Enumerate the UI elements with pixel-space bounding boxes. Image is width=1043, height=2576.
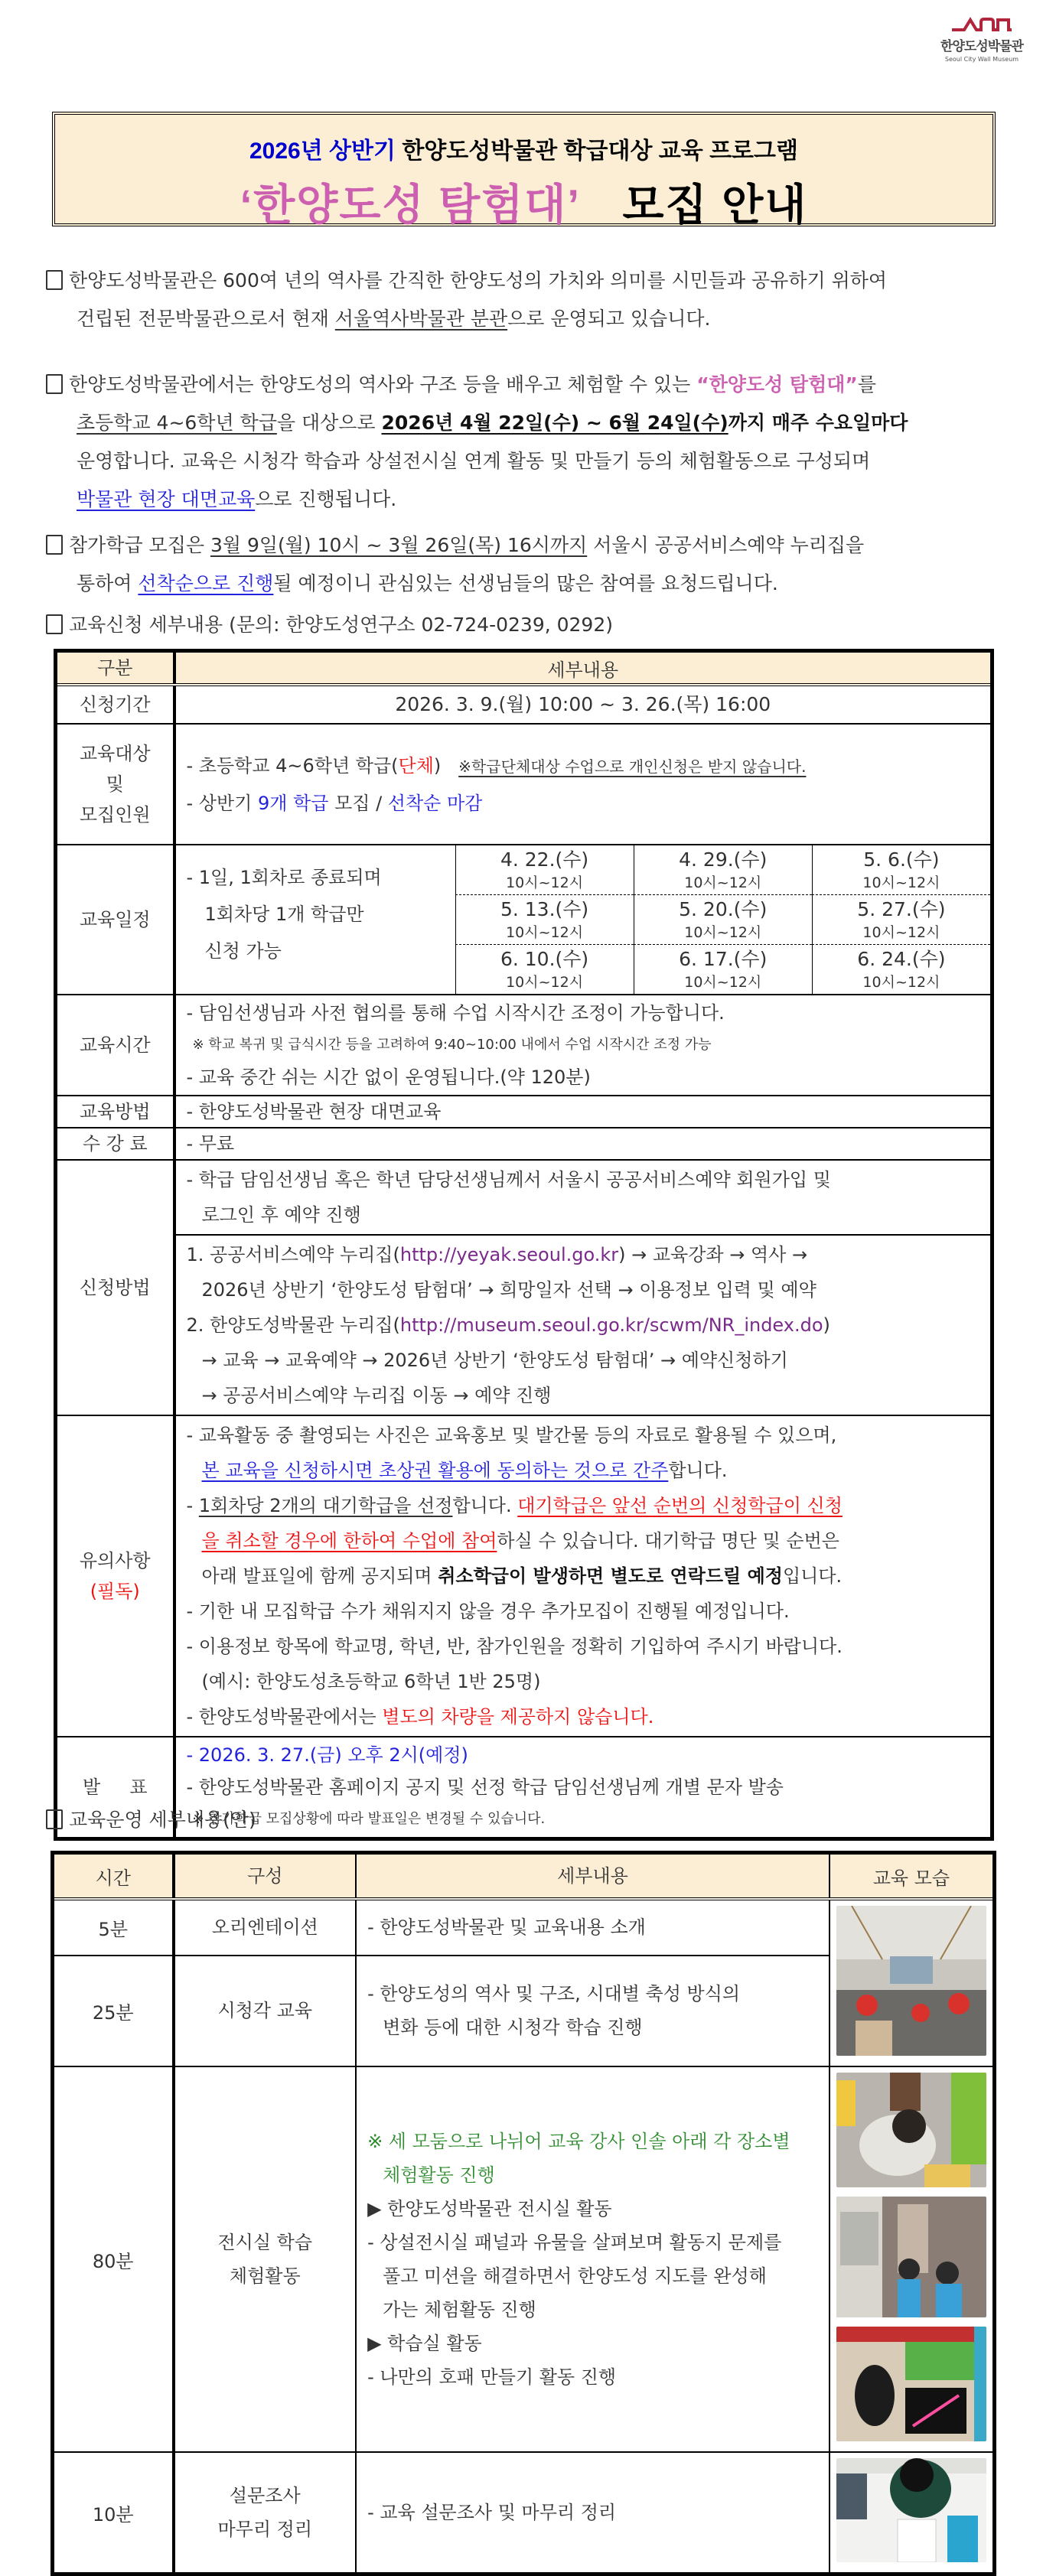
announce-line: - 한양도성박물관 홈페이지 공지 및 선정 학급 담임선생님께 개별 문자 발송 <box>186 1776 784 1798</box>
text: - 상반기 <box>186 792 258 814</box>
contact-notice: 취소학급이 발생하면 별도로 연락드릴 예정 <box>438 1565 783 1587</box>
portrait-consent: 본 교육을 신청하시면 초상권 활용에 동의하는 것으로 간주 <box>201 1460 669 1481</box>
row-label: 교육시간 <box>56 995 174 1096</box>
session-date: 6. 24.(수) <box>857 948 946 970</box>
table-row-time <box>56 995 992 1096</box>
page-title <box>55 171 992 233</box>
header-photos: 교육 모습 <box>830 1853 995 1900</box>
session-cell <box>634 945 812 994</box>
group-note: ※ 세 모둠으로 나뉘어 교육 강사 인솔 아래 각 장소별 <box>367 2131 790 2152</box>
session-date: 5. 13.(수) <box>500 898 589 920</box>
step-2-path: → 공공서비스예약 누리집 이동 → 예약 진행 <box>201 1385 552 1406</box>
text: 2. 한양도성박물관 누리집( <box>186 1314 400 1336</box>
waitlist-rule: 을 취소할 경우에 한하여 수업에 참여 <box>201 1530 497 1552</box>
recruit-period: 3월 9일(월) 10시 ~ 3월 26일(목) 16시까지 <box>210 534 588 556</box>
session-time: 10시~12시 <box>684 974 762 991</box>
text: 를 <box>857 373 876 396</box>
row-label: 교육방법 <box>56 1096 174 1128</box>
checkbox-bullet-icon <box>46 535 63 555</box>
no-vehicle-text: 별도의 차량을 제공하지 않습니다. <box>382 1706 654 1728</box>
session-cell <box>812 945 990 994</box>
target-content <box>174 724 992 845</box>
section1-heading <box>46 606 1010 644</box>
intro-paragraph-3 <box>46 526 1010 603</box>
step-2-path: → 교육 → 교육예약 → 2026년 상반기 ‘한양도성 탐험대’ → 예약신청하기 <box>201 1350 788 1371</box>
branch-text: 서울역사박물관 분관 <box>334 308 508 330</box>
group-text: 단체 <box>398 754 434 777</box>
text-line: 로그인 후 예약 진행 <box>201 1204 361 1226</box>
row-part <box>174 2452 357 2574</box>
subtitle <box>55 132 992 165</box>
schedule-description <box>176 845 455 994</box>
text: 합니다. <box>668 1460 728 1481</box>
group-note: 체험활동 진행 <box>383 2164 495 2186</box>
session-date: 4. 29.(수) <box>679 848 768 871</box>
text-line <box>46 480 1010 519</box>
note-line: - 이용정보 항목에 학교명, 학년, 반, 참가인원을 정확히 기입하여 주시기 바랍니다. <box>186 1636 843 1657</box>
no-individual-note: ※학급단체대상 수업으로 개인신청은 받지 않습니다. <box>458 757 807 776</box>
museum-logo <box>924 17 1039 63</box>
text: - 한양도성박물관에서는 <box>186 1706 383 1728</box>
table-row <box>53 2066 995 2452</box>
heading-text: 교육운영 세부내용(안) <box>69 1809 256 1831</box>
step-1 <box>187 1237 980 1272</box>
session-time: 10시~12시 <box>506 974 584 991</box>
row-label <box>56 1415 174 1737</box>
checkbox-bullet-icon <box>46 270 63 290</box>
text: 을 대상으로 <box>276 412 382 434</box>
example-line: (예시: 한양도성초등학교 6학년 1반 25명) <box>201 1671 541 1692</box>
text: 입니다. <box>782 1565 843 1587</box>
time-note: ※ 학교 복귀 및 급식시간 등을 고려하여 9:40~10:00 내에서 수업 시작시간 조정 가능 <box>192 1037 712 1053</box>
announce-note: ※ 참가학급 모집상황에 따라 발표일은 변경될 수 있습니다. <box>192 1811 546 1827</box>
triangle-bullet-icon: ▶ <box>367 2198 388 2219</box>
checkbox-bullet-icon <box>46 1809 63 1829</box>
note-line <box>187 1699 980 1734</box>
desc-line: 신청 가능 <box>204 940 282 962</box>
detail-line: - 나만의 호패 만들기 활동 진행 <box>367 2366 617 2388</box>
checkbox-bullet-icon <box>46 374 63 394</box>
time-line: - 담임선생님과 사전 협의를 통해 수업 시작시간 조정이 가능합니다. <box>186 1002 725 1024</box>
contact-info: (문의: 한양도성연구소 02-724-0239, 0292) <box>229 614 613 636</box>
session-cell <box>455 895 634 945</box>
row-detail <box>356 2066 830 2452</box>
session-time: 10시~12시 <box>862 974 940 991</box>
detail-line: - 상설전시실 패널과 유물을 살펴보며 활동지 문제를 <box>367 2232 782 2253</box>
table-row-fee <box>56 1128 992 1160</box>
title-recruit: 모집 안내 <box>622 181 808 229</box>
bullet-text: 한양도성박물관 전시실 활동 <box>387 2198 612 2219</box>
row-part: 오리엔테이션 <box>174 1899 357 1956</box>
text: 건립된 전문박물관으로서 현재 <box>77 308 335 330</box>
note-line: - 기한 내 모집학급 수가 채워지지 않을 경우 추가모집이 진행될 예정입니다. <box>186 1601 790 1622</box>
yeyak-link[interactable]: http://yeyak.seoul.go.kr <box>399 1244 619 1265</box>
row-detail: - 한양도성박물관 및 교육내용 소개 <box>356 1899 830 1956</box>
text: 모집 / <box>328 792 388 814</box>
checkbox-bullet-icon <box>46 614 63 634</box>
step-1-path: 2026년 상반기 ‘한양도성 탐험대’ → 희망일자 선택 → 이용정보 입력 및 예약 <box>201 1279 816 1301</box>
step-2 <box>187 1308 980 1343</box>
apply-steps <box>176 1236 991 1415</box>
text: 합니다. <box>452 1495 518 1516</box>
part-line: 체험활동 <box>229 2265 301 2287</box>
session-date: 4. 22.(수) <box>500 848 589 871</box>
hopae-craft-photo <box>836 2327 986 2441</box>
session-date: 5. 27.(수) <box>857 898 946 920</box>
apply-content <box>174 1160 992 1415</box>
table-row-period <box>56 685 992 724</box>
target-line-2 <box>187 785 980 822</box>
text: - 초등학교 4~6학년 학급( <box>186 754 399 777</box>
session-cell <box>634 895 812 945</box>
header-details: 세부내용 <box>174 651 992 686</box>
text-line <box>46 300 1010 338</box>
row-time: 80분 <box>53 2066 174 2452</box>
session-time: 10시~12시 <box>862 924 940 941</box>
notes-content <box>174 1415 992 1737</box>
text: 까지 매주 수요일마다 <box>728 412 908 434</box>
bullet-text: 학습실 활동 <box>387 2333 482 2354</box>
photo-cell <box>830 2066 995 2452</box>
label-line: 유의사항 <box>79 1550 151 1571</box>
header-details: 세부내용 <box>356 1853 830 1900</box>
part-line: 마무리 정리 <box>217 2519 313 2540</box>
row-detail: - 교육 설문조사 및 마무리 정리 <box>356 2452 830 2574</box>
text: 아래 발표일에 함께 공지되며 <box>201 1565 438 1587</box>
session-date: 5. 20.(수) <box>679 898 768 920</box>
row-label: 교육일정 <box>56 845 174 995</box>
text: 통하여 <box>77 572 139 594</box>
text: 서울시 공공서비스예약 누리집을 <box>587 534 865 556</box>
session-date: 6. 10.(수) <box>500 948 589 970</box>
desc-line: - 1일, 1회차로 종료되며 <box>186 867 382 888</box>
row-detail <box>356 1956 830 2066</box>
session-time: 10시~12시 <box>684 924 762 941</box>
time-content <box>174 995 992 1096</box>
subtitle-program: 한양도성박물관 학급대상 교육 프로그램 <box>402 138 798 164</box>
photo-cell <box>830 1899 995 2066</box>
text: 으로 운영되고 있습니다. <box>507 308 711 330</box>
bullet-exhibit <box>367 2192 818 2226</box>
session-time: 10시~12시 <box>506 924 584 941</box>
label-line: 모집인원 <box>79 804 151 826</box>
first-come-text: 선착순으로 진행 <box>138 572 274 594</box>
time-line: - 교육 중간 쉬는 시간 없이 운영됩니다.(약 120분) <box>186 1067 591 1088</box>
exhibit-hall-photo <box>836 2197 986 2317</box>
text: 하실 수 있습니다. 대기학급 명단 및 순번은 <box>497 1530 839 1552</box>
row-label: 신청기간 <box>56 685 174 724</box>
session-time: 10시~12시 <box>684 874 762 891</box>
logo-name-ko: 한양도성박물관 <box>940 39 1023 54</box>
row-time: 25분 <box>53 1956 174 2066</box>
program-dates: 2026년 4월 22일(수) ~ 6월 24일(수) <box>381 412 728 434</box>
row-time: 10분 <box>53 2452 174 2574</box>
session-cell <box>812 895 990 945</box>
text-line: - 학급 담임선생님 혹은 학년 담당선생님께서 서울시 공공서비스예약 회원가입 및 <box>186 1169 831 1190</box>
desc-line: 1회차당 1개 학급만 <box>204 904 364 925</box>
text: 한양도성박물관은 600여 년의 역사를 간직한 한양도성의 가치와 의미를 시민들과 공유하기 위하여 <box>69 269 888 291</box>
detail-line: 가는 체험활동 진행 <box>383 2299 536 2320</box>
label-line: 교육대상 <box>79 743 151 764</box>
detail-line: - 한양도성의 역사 및 구조, 시대별 축성 방식의 <box>367 1983 741 2005</box>
table-row-method <box>56 1096 992 1128</box>
program-name-inline: “한양도성 탐험대” <box>696 373 858 396</box>
row-label <box>56 724 174 845</box>
triangle-bullet-icon: ▶ <box>367 2333 388 2354</box>
row-label: 신청방법 <box>56 1160 174 1415</box>
header-part: 구성 <box>174 1853 357 1900</box>
text: ) → 교육강좌 → 역사 → <box>618 1244 808 1265</box>
first-come-close: 선착순 마감 <box>387 792 483 814</box>
table-row-notes <box>56 1415 992 1737</box>
schedule-content <box>174 845 992 995</box>
session-time: 10시~12시 <box>862 874 940 891</box>
session-time: 10시~12시 <box>506 874 584 891</box>
target-line-1 <box>187 747 980 785</box>
note-line <box>187 1488 980 1523</box>
waitlist-text: 1회차당 2개의 대기학급을 선정 <box>198 1495 453 1516</box>
survey-writing-photo <box>836 2458 986 2562</box>
row-part <box>174 2066 357 2452</box>
session-cell <box>634 845 812 895</box>
text: 될 예정이니 관심있는 선생님들의 많은 참여를 요청드립니다. <box>273 572 778 594</box>
table-row-target <box>56 724 992 845</box>
header-category: 구분 <box>56 651 174 686</box>
session-date: 5. 6.(수) <box>863 848 940 871</box>
text: ) <box>433 754 442 777</box>
table-row <box>53 1899 995 1956</box>
target-grade: 초등학교 4~6학년 학급 <box>77 412 277 434</box>
photo-cell <box>830 2452 995 2574</box>
table-row <box>53 2452 995 2574</box>
subtitle-period: 2026년 상반기 <box>249 138 396 164</box>
note-line: - 교육활동 중 촬영되는 사진은 교육홍보 및 발간물 등의 자료로 활용될 수 있으며, <box>186 1425 837 1446</box>
fee-value: - 무료 <box>174 1128 992 1160</box>
table-row-schedule <box>56 845 992 995</box>
intro-paragraph-2 <box>46 366 1010 519</box>
title-box <box>52 112 996 229</box>
label-line: 및 <box>106 773 124 795</box>
in-person-text: 박물관 현장 대면교육 <box>77 488 256 510</box>
text: - <box>186 1495 199 1516</box>
classroom-lecture-photo <box>836 1906 986 2056</box>
table-header-row <box>56 651 992 686</box>
text-line <box>46 565 1010 603</box>
logo-name-en: Seoul City Wall Museum <box>944 56 1019 63</box>
bullet-classroom <box>367 2327 818 2360</box>
text: 으로 진행됩니다. <box>255 488 397 510</box>
session-date: 6. 17.(수) <box>679 948 768 970</box>
part-line: 전시실 학습 <box>217 2232 313 2253</box>
schedule-grid <box>455 845 991 994</box>
table-header-row <box>53 1853 995 1900</box>
worksheet-activity-photo <box>836 2073 986 2187</box>
must-read-label: (필독) <box>90 1581 140 1602</box>
application-details-table <box>54 649 994 1841</box>
row-label: 수 강 료 <box>56 1128 174 1160</box>
text-line: 운영합니다. 교육은 시청각 학습과 상설전시실 연계 활동 및 만들기 등의 체험활동으로 구성되며 <box>77 450 871 472</box>
text-line <box>46 404 1010 442</box>
part-line: 설문조사 <box>229 2485 301 2506</box>
table-row-apply <box>56 1160 992 1415</box>
intro-paragraph-1 <box>46 262 1010 338</box>
museum-link[interactable]: http://museum.seoul.go.kr/scwm/NR_index.do <box>399 1314 823 1336</box>
text: 한양도성박물관에서는 한양도성의 역사와 구조 등을 배우고 체험할 수 있는 <box>69 373 697 396</box>
header-time: 시간 <box>53 1853 174 1900</box>
program-operation-table <box>51 1851 996 2576</box>
period-value: 2026. 3. 9.(월) 10:00 ~ 3. 26.(목) 16:00 <box>174 685 992 724</box>
heading-text: 교육신청 세부내용 <box>69 614 223 636</box>
detail-line: 변화 등에 대한 시청각 학습 진행 <box>383 2017 643 2039</box>
section2-heading <box>46 1801 1010 1839</box>
row-label: 발 표 <box>56 1737 174 1839</box>
class-count: 9개 학급 <box>257 792 329 814</box>
waitlist-rule: 대기학급은 앞선 순번의 신청학급이 신청 <box>517 1495 843 1516</box>
text: 1. 공공서비스예약 누리집( <box>186 1244 400 1265</box>
apply-intro <box>176 1161 991 1236</box>
row-time: 5분 <box>53 1899 174 1956</box>
method-value: - 한양도성박물관 현장 대면교육 <box>174 1096 992 1128</box>
text: 참가학급 모집은 <box>69 534 210 556</box>
row-part: 시청각 교육 <box>174 1956 357 2066</box>
text: ) <box>823 1314 830 1336</box>
session-cell <box>455 945 634 994</box>
session-cell <box>812 845 990 895</box>
city-wall-logo-icon <box>950 17 1013 32</box>
session-cell <box>455 845 634 895</box>
program-name: ‘한양도성 탐험대’ <box>240 181 580 229</box>
announce-date: - 2026. 3. 27.(금) 오후 2시(예정) <box>186 1744 468 1766</box>
detail-line: 풀고 미션을 해결하면서 한양도성 지도를 완성해 <box>383 2265 767 2287</box>
